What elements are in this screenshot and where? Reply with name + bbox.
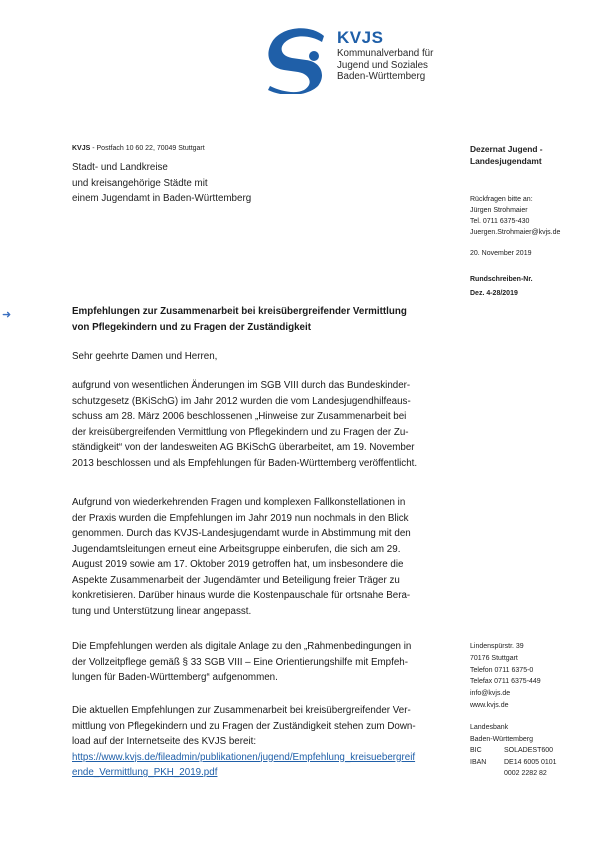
arrow-right-icon: ➜: [2, 309, 12, 321]
bic-label: BIC: [470, 747, 482, 754]
paragraph-line: schuss am 28. März 2006 beschlossenen „Hinweise zur Zusammenarbeit bei: [72, 411, 407, 422]
circular-label: Rundschreiben-Nr.: [470, 276, 533, 283]
paragraph-line: load auf der Internetseite des KVJS bereit:: [72, 736, 257, 747]
department-line: Dezernat Jugend -: [470, 144, 543, 154]
logo-wordmark: [337, 28, 433, 83]
paragraph-line: genommen. Durch das KVJS-Landesjugendamt wurde in Abstimmung mit den: [72, 528, 411, 539]
address-line: Lindenspürstr. 39: [470, 643, 524, 650]
paragraph: [72, 703, 460, 781]
iban-row: [470, 757, 557, 769]
recipient-line: einem Jugendamt in Baden-Württemberg: [72, 193, 252, 204]
recipient-line: und kreisangehörige Städte mit: [72, 177, 208, 189]
bank-name: Baden-Württemberg: [470, 735, 534, 743]
logo-line: Jugend und Soziales: [337, 59, 428, 71]
contact-block: [470, 194, 560, 238]
subject-line: von Pflegekindern und zu Fragen der Zuständigkeit: [72, 322, 311, 333]
logo-name: KVJS: [337, 28, 384, 47]
address-fax: Telefax 0711 6375-449: [470, 678, 541, 686]
iban-value: 0002 2282 82: [504, 770, 547, 777]
iban-value: DE14 6005 0101: [504, 758, 557, 766]
bic-value: SOLADEST600: [504, 747, 554, 754]
paragraph-line: schutzgesetz (BKiSchG) im Jahr 2012 wurden die vom Landesjugendhilfeaus-: [72, 395, 411, 407]
paragraph-line: konkretisieren. Darüber hinaus wurde die Kostenpauschale für ortsnahe Bera-: [72, 590, 411, 601]
iban-label: IBAN: [470, 758, 487, 766]
paragraph-line: mittlung von Pflegekindern und zu Fragen der Zuständigkeit stehen zum Down-: [72, 720, 416, 732]
paragraph-line: Aufgrund von wiederkehrenden Fragen und komplexen Fallkonstellationen in: [72, 497, 406, 508]
bank-details: [470, 722, 557, 780]
sender-org: KVJS: [72, 145, 91, 152]
contact-phone: Tel. 0711 6375-430: [470, 218, 530, 225]
paragraph-line: ständigkeit“ von der landesweiten AG BKiSchG überarbeitet, am 19. November: [72, 442, 415, 453]
paragraph-line: Die aktuellen Empfehlungen zur Zusammenarbeit bei kreisübergreifender Ver-: [72, 705, 411, 716]
paragraph-line: tung und Unterstützung linear angepasst.: [72, 605, 252, 617]
contact-label: Rückfragen bitte an:: [470, 196, 533, 203]
department-line: Landesjugendamt: [470, 156, 542, 166]
paragraph-line: der kreisübergreifenden Vermittlung von Pflegekindern und zu Fragen der Zu-: [72, 426, 409, 438]
download-link[interactable]: ende_Vermittlung_PKH_2019.pdf: [72, 767, 218, 778]
paragraph-line: lungen für Baden-Württemberg“ aufgenommen.: [72, 672, 278, 683]
subject-line: Empfehlungen zur Zusammenarbeit bei kreisübergreifender Vermittlung: [72, 306, 407, 317]
paragraph-line: der Vollzeitpflege gemäß § 33 SGB VIII – Eine Orientierungshilfe mit Empfeh-: [72, 656, 408, 668]
department: [470, 143, 543, 167]
logo-line: Baden-Württemberg: [337, 71, 426, 82]
kvjs-logo-icon: [262, 26, 332, 94]
sender-line: [72, 145, 205, 152]
paragraph-line: Die Empfehlungen werden als digitale Anlage zu den „Rahmenbedingungen in: [72, 641, 412, 652]
paragraph-line: August 2019 sowie am 17. Oktober 2019 getroffen hat, um insbesondere die: [72, 559, 404, 570]
logo-line: Kommunalverband für: [337, 48, 434, 59]
paragraph-line: Jugendamtsleitungen erneut eine Arbeitsgruppe einberufen, die sich am 29.: [72, 543, 401, 555]
address-line: 70176 Stuttgart: [470, 654, 518, 662]
bank-name: Landesbank: [470, 724, 509, 731]
letter-date: 20. November 2019: [470, 250, 532, 257]
paragraph-line: aufgrund von wesentlichen Änderungen im SGB VIII durch das Bundeskinder-: [72, 380, 411, 391]
paragraph: [72, 378, 460, 471]
sender-address: - Postfach 10 60 22, 70049 Stuttgart: [90, 145, 205, 152]
paragraph: [72, 639, 460, 686]
circular-value: Dez. 4-28/2019: [470, 290, 518, 297]
circular-number: [470, 273, 533, 301]
paragraph-line: der Praxis wurden die Empfehlungen im Jahr 2019 nun nochmals in den Blick: [72, 512, 409, 524]
bic-row: [470, 745, 557, 757]
recipient-line: Stadt- und Landkreise: [72, 162, 168, 173]
address-website[interactable]: www.kvjs.de: [470, 701, 509, 709]
salutation: Sehr geehrte Damen und Herren,: [72, 351, 218, 362]
letter-subject: [72, 304, 460, 336]
paragraph-line: Aspekte Zusammenarbeit der Jugendämter und Beteiligung freier Träger zu: [72, 574, 400, 586]
recipient-address: [72, 160, 251, 207]
contact-email[interactable]: Juergen.Strohmaier@kvjs.de: [470, 229, 561, 236]
download-link[interactable]: https://www.kvjs.de/fileadmin/publikationen/jugend/Empfehlung_kreisuebergreif: [72, 751, 416, 763]
address-phone: Telefon 0711 6375-0: [470, 666, 534, 674]
paragraph: [72, 495, 460, 619]
iban-row-cont: [470, 768, 557, 780]
address-email[interactable]: info@kvjs.de: [470, 690, 511, 698]
office-address: [470, 641, 541, 712]
contact-person: Jürgen Strohmaier: [470, 207, 528, 214]
paragraph-line: 2013 beschlossen und als Empfehlungen für Baden-Württemberg veröffentlicht.: [72, 457, 418, 469]
